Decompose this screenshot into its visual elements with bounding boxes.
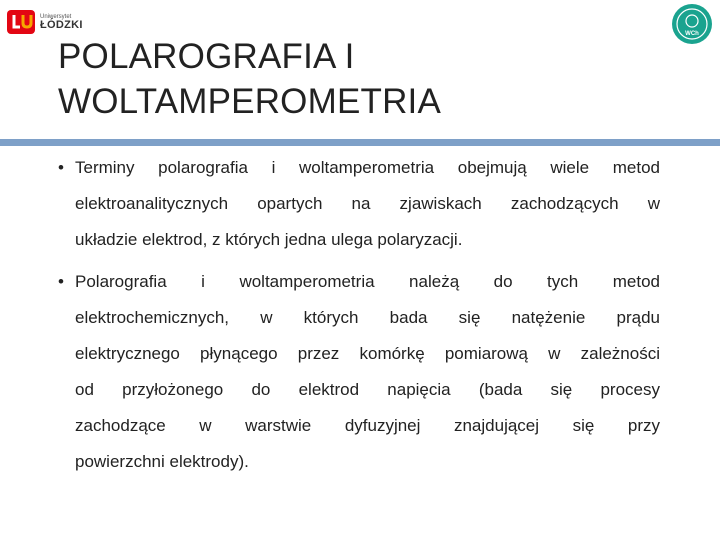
university-logo-line1: Uniwersytet <box>40 13 72 20</box>
bullet-2-line-6: powierzchni elektrody). <box>75 452 249 471</box>
faculty-emblem-icon <box>670 2 714 46</box>
bullet-2-line-5: zachodzące w warstwie dyfuzyjnej znajdującej się przy <box>75 416 660 435</box>
bullet-dot-icon: • <box>58 158 64 177</box>
bullet-dot-icon: • <box>58 272 64 291</box>
university-emblem-icon <box>6 7 36 37</box>
bullet-point-1 <box>56 150 660 258</box>
slide-title <box>58 34 618 124</box>
bullet-2-line-3: elektrycznego płynącego przez komórkę pomiarową w zależności <box>75 344 660 363</box>
university-logo-line2: ŁÓDZKI <box>40 18 83 31</box>
slide-content <box>56 150 660 480</box>
bullet-point-2 <box>56 264 660 480</box>
bullet-1-line-2: elektroanalitycznych opartych na zjawiskach zachodzących w <box>75 194 660 213</box>
title-line-1: POLAROGRAFIA I <box>58 37 355 76</box>
bullet-1-line-3: układzie elektrod, z których jedna ulega polaryzacji. <box>75 230 463 249</box>
bullet-1-line-1: Terminy polarografia i woltamperometria obejmują wiele metod <box>75 158 660 177</box>
title-line-2: WOLTAMPEROMETRIA <box>58 82 442 121</box>
bullet-2-line-1: Polarografia i woltamperometria należą do tych metod <box>75 272 660 291</box>
bullet-2-line-4: od przyłożonego do elektrod napięcia (bada się procesy <box>75 380 660 399</box>
faculty-logo-text: WCh <box>685 31 699 37</box>
title-divider-bar <box>0 139 720 146</box>
bullet-2-line-2: elektrochemicznych, w których bada się natężenie prądu <box>75 308 660 327</box>
